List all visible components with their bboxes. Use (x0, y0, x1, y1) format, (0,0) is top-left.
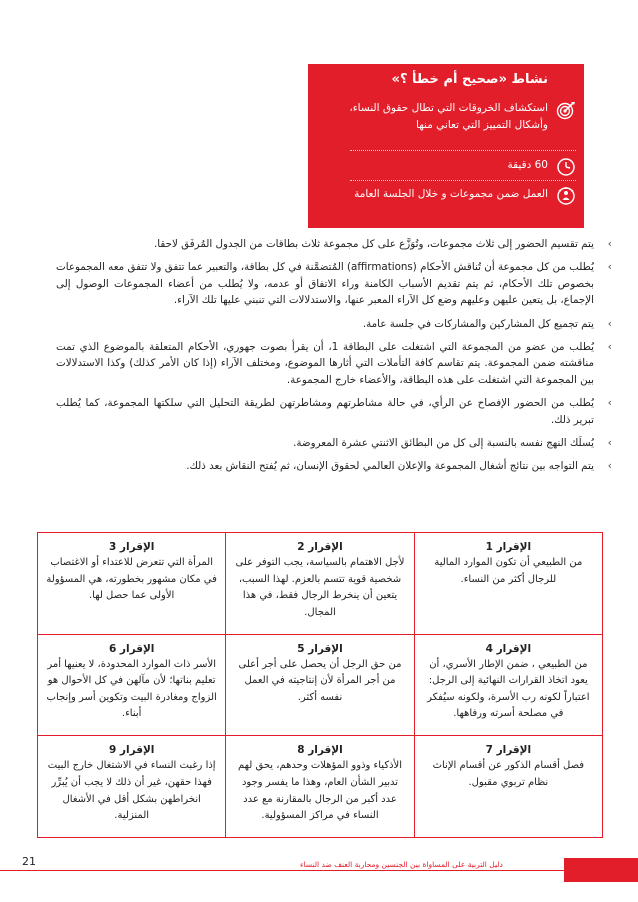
statement-card (38, 533, 226, 635)
card-text: من الطبيعي ، ضمن الإطار الأسري، أن يعود اتخاذ القرارات النهائية إلى الرجل: اعتباراً لكونه رب الأسرة، ولكونه سيُفكر في مصلحة أسرته ورفاهها. (427, 658, 590, 720)
statement-card (38, 634, 226, 736)
card-text: الأسر ذات الموارد المحدودة، لا يعنيها أمر تعليم بناتها؛ لأن مآلهن في كل الأحوال هو الزواج ومغادرة البيت وتكوين أسر وإنجاب أبناء. (46, 658, 217, 720)
divider (350, 150, 576, 151)
footer-accent-bar (564, 858, 638, 882)
list-item-text: يتم التواجه بين نتائج أشغال المجموعة والإعلان العالمي لحقوق الإنسان، ثم يُفتح النقاش بعد ذلك. (186, 460, 594, 473)
statement-card (414, 634, 602, 736)
bullet-chevron-icon: › (607, 316, 612, 330)
card-text: المرأة التي تتعرض للاعتداء أو الاغتصاب في مكان مشهور بخطورته، هي المسؤولة الأولى عما حصل لها. (46, 557, 217, 602)
card-text: من الطبيعي أن تكون الموارد المالية للرجال أكثر من النساء. (434, 557, 583, 585)
card-title: الإقرار 1 (485, 541, 532, 553)
clock-icon (556, 157, 576, 177)
footer-divider (0, 870, 638, 871)
statement-card (226, 533, 414, 635)
activity-box (308, 64, 584, 228)
duration-text: 60 دقيقة (507, 159, 548, 171)
bullet-chevron-icon: › (607, 436, 612, 450)
card-text: الأذكياء وذوو المؤهلات وحدهم، يحق لهم تدبير الشأن العام، وهذا ما يفسر وجود عدد أكبر من الرجال بالمقارنة مع عدد النساء في مراكز المسؤولية. (237, 760, 403, 822)
page-number: 21 (22, 855, 36, 868)
list-item-text: يُطلب من كل مجموعة أن تُناقش الأحكام (affirmations) المُتضمَّنة في كل بطاقة، والتعبير عما تتفق ولا تتفق معه المجموعات بخصوص تلك الأحكام، ثم يتم تقديم الأسباب الكامنة وراء الاتفاق أو عدمه، ولا يُطلب من أعضاء المجموعات الوصول إلى الإجماع، بل يتعين عليهن وعليهم وضع كل الآراء المعبر عنها، والاستدلالات التي تنبني عليها تلك الآراء. (56, 261, 594, 307)
method-row (328, 186, 576, 206)
list-item (56, 236, 616, 252)
list-item (56, 435, 616, 451)
list-item-text: يُطلب من الحضور الإفصاح عن الرأي، في حالة مشاطرتهم ومشاطرتهن لطريقة التحليل التي سلكتها المجموعة، كما يُطلب تبرير ذلك. (56, 397, 594, 426)
duration-row (328, 157, 576, 177)
footer-title: دليل التربية على المساواة بين الجنسين ومحاربة العنف ضد النساء (300, 860, 503, 869)
bullet-chevron-icon: › (607, 260, 612, 274)
card-title: الإقرار 7 (485, 744, 532, 757)
card-title: الإقرار 4 (485, 642, 532, 655)
method-text: العمل ضمن مجموعات و خلال الجلسة العامة (354, 188, 548, 200)
list-item (56, 259, 616, 308)
target-icon (556, 100, 576, 120)
statements-table (37, 532, 603, 838)
list-item (56, 339, 616, 388)
statement-card (38, 736, 226, 838)
list-item-text: يتم تجميع كل المشاركين والمشاركات في جلسة عامة. (362, 317, 594, 330)
card-title: الإقرار 5 (297, 642, 343, 655)
activity-title: نشاط «صحيح أم خطأ ؟» (391, 72, 548, 87)
statement-card (414, 533, 602, 635)
bullet-chevron-icon: › (607, 237, 612, 250)
list-item-text: يُسلَك النهج نفسه بالنسبة إلى كل من البطائق الاثنتي عشرة المعروضة. (293, 437, 594, 450)
list-item-text: يتم تقسيم الحضور إلى ثلاث مجموعات، وتُوَزَّع على كل مجموعة ثلاث بطاقات من الجدول المُرفَق لاحقا. (154, 238, 594, 250)
divider (350, 180, 576, 181)
objective-text: استكشاف الخروقات التي تطال حقوق النساء، وأشكال التمييز التي تعاني منها (349, 102, 548, 131)
group-icon (556, 186, 576, 206)
card-title: الإقرار 9 (108, 744, 155, 757)
card-title: الإقرار 3 (108, 541, 155, 553)
list-item (56, 395, 616, 428)
card-text: فصل أقسام الذكور عن أقسام الإناث نظام تربوي مقبول. (432, 760, 585, 788)
instructions-list (56, 236, 616, 482)
objective-row (328, 100, 576, 134)
list-item-text: يُطلب من عضو من المجموعة التي اشتغلت على البطاقة 1، أن يقرأ بصوت جهوري، الأحكام المتعلقة بالموضوع الذي تمت مناقشته ضمن المجموعة. يتم تقاسم كافة التأملات التي أثارها الموضوع، ومختلف الآراء (إذا كان الأمر كذلك) وكذا الاستدلالات بين المجموعة التي اشتغلت على هذه البطاقة، والأعضاء خارج المجموعة. (56, 341, 595, 386)
list-item (56, 458, 616, 474)
statement-card (226, 736, 414, 838)
card-title: الإقرار 2 (297, 541, 343, 553)
bullet-chevron-icon: › (607, 340, 612, 354)
card-title: الإقرار 6 (108, 642, 155, 655)
statement-card (414, 736, 602, 838)
table-row (38, 736, 603, 838)
list-item (56, 316, 616, 332)
bullet-chevron-icon: › (607, 396, 612, 410)
card-title: الإقرار 8 (297, 744, 343, 757)
bullet-chevron-icon: › (607, 459, 612, 473)
statement-card (226, 634, 414, 736)
card-text: لأجل الاهتمام بالسياسة، يجب التوفر على شخصية قوية تتسم بالعزم. لهذا السبب، يتعين أن ينخرط الرجال فقط، في هذا المجال. (235, 557, 405, 618)
table-row (38, 533, 603, 635)
table-row (38, 634, 603, 736)
card-text: إذا رغبت النساء في الاشتغال خارج البيت فهذا حقهن، غير أن ذلك لا يجب أن يُبرِّر انخراطهن بشكل أقل في الأشغال المنزلية. (47, 760, 216, 822)
card-text: من حق الرجل أن يحصل على أجر أعلى من أجر المرأة لأن إنتاجيته في العمل نفسه أكثر. (238, 658, 402, 703)
